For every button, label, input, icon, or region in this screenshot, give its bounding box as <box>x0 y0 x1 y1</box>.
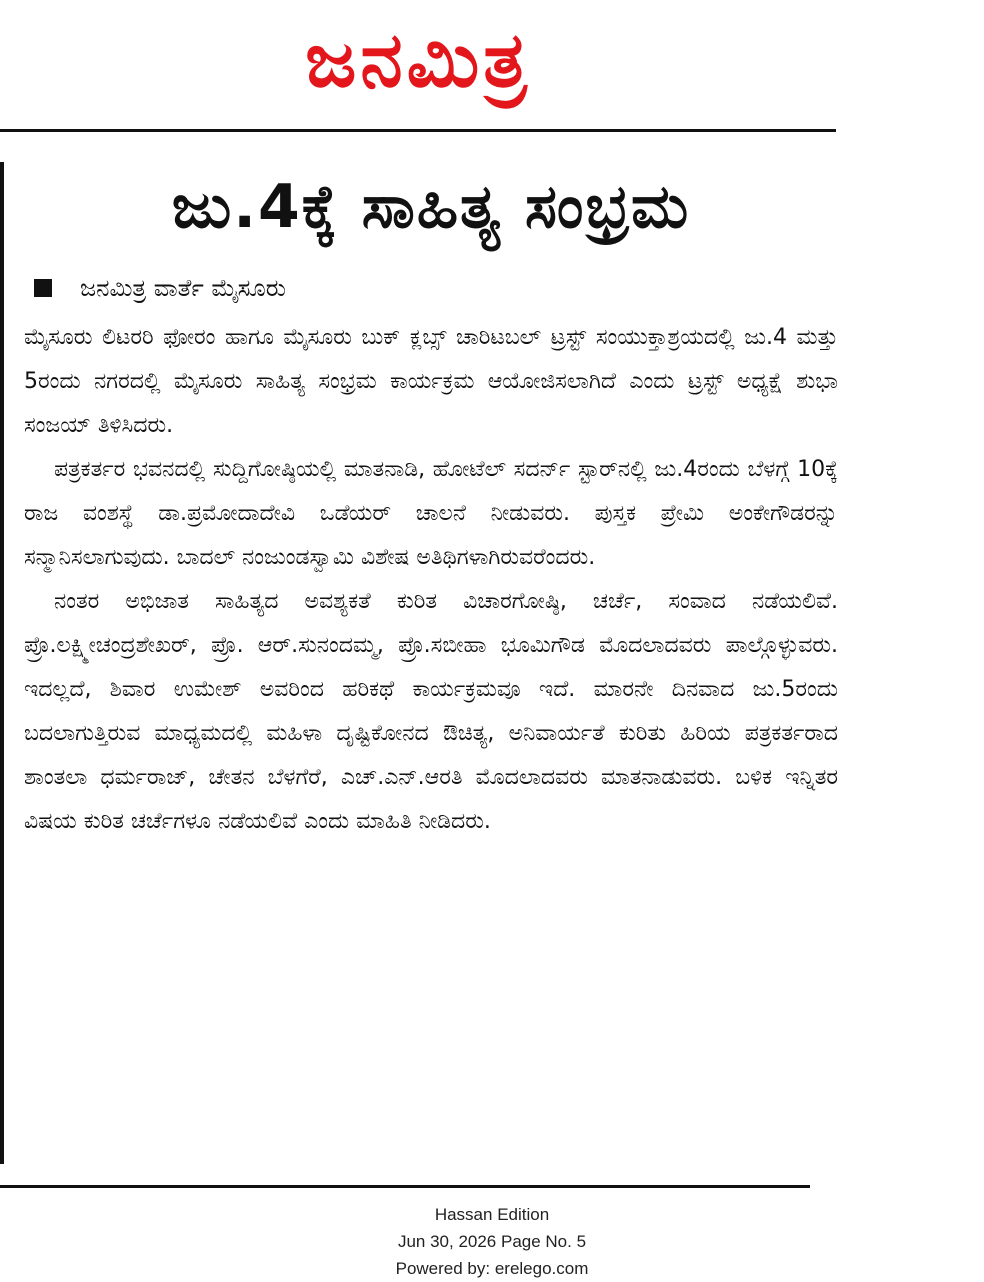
article-headline: ಜು.4ಕ್ಕೆ ಸಾಹಿತ್ಯ ಸಂಭ್ರಮ <box>171 172 691 242</box>
byline-bullet-icon <box>34 279 52 297</box>
article-paragraph-3: ನಂತರ ಅಭಿಜಾತ ಸಾಹಿತ್ಯದ ಅವಶ್ಯಕತೆ ಕುರಿತ ವಿಚಾರಗೋಷ್ಠಿ, ಚರ್ಚೆ, ಸಂವಾದ ನಡೆಯಲಿವೆ. ಪ್ರೊ.ಲಕ್ಷ್ಮೀಚಂದ್ರಶೇಖರ್, ಪ್ರೊ. ಆರ್.ಸುನಂದಮ್ಮ, ಪ್ರೊ.ಸಬೀಹಾ ಭೂಮಿಗೌಡ ಮೊದಲಾದವರು ಪಾಲ್ಗೊಳ್ಳುವರು. ಇದಲ್ಲದೆ, ಶಿವಾರ ಉಮೇಶ್ ಅವರಿಂದ ಹರಿಕಥೆ ಕಾರ್ಯಕ್ರಮವೂ ಇದೆ. ಮಾರನೇ ದಿನವಾದ ಜು.5ರಂದು ಬದಲಾಗುತ್ತಿರುವ ಮಾಧ್ಯಮದಲ್ಲಿ ಮಹಿಳಾ ದೃಷ್ಟಿಕೋನದ ಔಚಿತ್ಯ, ಅನಿವಾರ್ಯತೆ ಕುರಿತು ಹಿರಿಯ ಪತ್ರಕರ್ತರಾದ ಶಾಂತಲಾ ಧರ್ಮರಾಜ್, ಚೇತನ ಬೆಳಗೆರೆ, ಎಚ್.ಎನ್.ಆರತಿ ಮೊದಲಾದವರು ಮಾತನಾಡುವರು. ಬಳಿಕ ಇನ್ನಿತರ ವಿಷಯ ಕುರಿತ ಚರ್ಚೆಗಳೂ ನಡೆಯಲಿವೆ ಎಂದು ಮಾಹಿತಿ ನೀಡಿದರು. <box>24 589 838 834</box>
byline <box>24 266 838 310</box>
date-page-label: Jun 30, 2026 Page No. 5 <box>397 1232 587 1251</box>
byline-text: ಜನಮಿತ್ರ ವಾರ್ತೆ ಮೈಸೂರು <box>80 274 287 302</box>
article-left-border <box>0 162 4 1164</box>
page-footer <box>300 1201 684 1282</box>
article-paragraph-1: ಮೈಸೂರು ಲಿಟರರಿ ಫೋರಂ ಹಾಗೂ ಮೈಸೂರು ಬುಕ್ ಕ್ಲಬ್ಸ್ ಚಾರಿಟಬಲ್ ಟ್ರಸ್ಟ್ ಸಂಯುಕ್ತಾಶ್ರಯದಲ್ಲಿ ಜು.4 ಮತ್ತು 5ರಂದು ನಗರದಲ್ಲಿ ಮೈಸೂರು ಸಾಹಿತ್ಯ ಸಂಭ್ರಮ ಕಾರ್ಯಕ್ರಮ ಆಯೋಜಿಸಲಾಗಿದೆ ಎಂದು ಟ್ರಸ್ಟ್ ಅಧ್ಯಕ್ಷೆ ಶುಭಾ ಸಂಜಯ್ ತಿಳಿಸಿದರು. <box>24 325 838 438</box>
powered-by-label: Powered by: erelego.com <box>395 1259 589 1278</box>
newspaper-title: ಜನಮಿತ್ರ <box>305 15 531 104</box>
top-divider <box>0 129 836 132</box>
article <box>24 162 838 844</box>
bottom-divider <box>0 1185 810 1188</box>
edition-label: Hassan Edition <box>434 1205 550 1224</box>
article-paragraph-2: ಪತ್ರಕರ್ತರ ಭವನದಲ್ಲಿ ಸುದ್ದಿಗೋಷ್ಠಿಯಲ್ಲಿ ಮಾತನಾಡಿ, ಹೋಟೆಲ್ ಸದರ್ನ್ ಸ್ಟಾರ್‌ನಲ್ಲಿ ಜು.4ರಂದು ಬೆಳಗ್ಗೆ 10ಕ್ಕೆ ರಾಜ ವಂಶಸ್ಥೆ ಡಾ.ಪ್ರಮೋದಾದೇವಿ ಒಡೆಯರ್ ಚಾಲನೆ ನೀಡುವರು. ಪುಸ್ತಕ ಪ್ರೇಮಿ ಅಂಕೇಗೌಡರನ್ನು ಸನ್ಮಾನಿಸಲಾಗುವುದು. ಬಾದಲ್ ನಂಜುಂಡಸ್ವಾಮಿ ವಿಶೇಷ ಅತಿಥಿಗಳಾಗಿರುವರೆಂದರು. <box>24 457 838 570</box>
masthead <box>0 0 836 128</box>
